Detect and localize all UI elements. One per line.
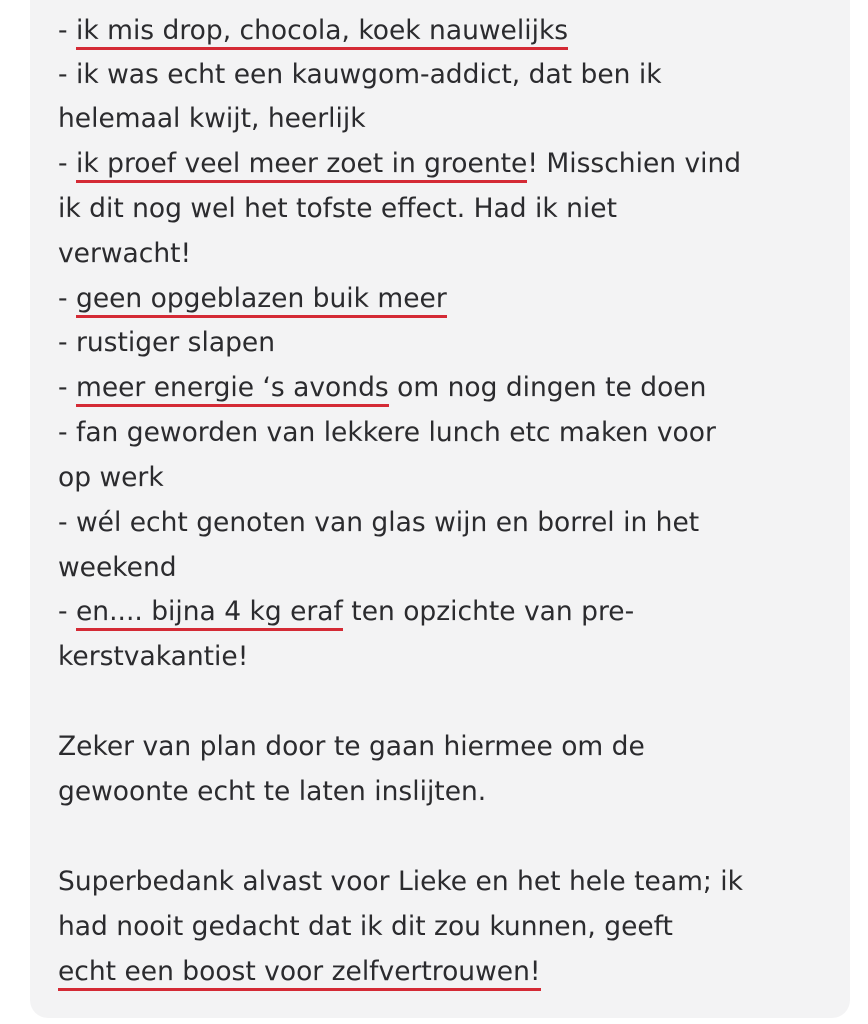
highlighted-text: meer energie ‘s avonds [76,372,389,407]
line-text: weekend [58,552,177,583]
message-line [58,905,673,949]
message-line [58,635,248,679]
line-text: - [58,372,76,403]
message-line [58,97,366,141]
line-text: - wél echt genoten van glas wijn en borrel in het [58,507,700,538]
message-line [58,860,743,904]
line-text: ten opzichte van pre- [342,596,635,627]
highlighted-text: geen opgeblazen buik meer [76,283,447,318]
line-text: om nog dingen te doen [388,372,707,403]
line-text: - rustiger slapen [58,327,276,358]
line-text: gewoonte echt te laten inslijten. [58,776,487,807]
line-text: - ik was echt een kauwgom-addict, dat ben ik [58,59,662,90]
line-text: kerstvakantie! [58,641,249,672]
line-text: verwacht! [58,238,192,269]
line-text: helemaal kwijt, heerlijk [58,103,366,134]
line-text: - [58,283,76,314]
line-text: ik dit nog wel het tofste effect. Had ik niet [58,193,617,224]
line-text: op werk [58,462,164,493]
message-line [58,501,699,545]
highlighted-text: ik mis drop, chocola, koek nauwelijks [76,15,568,50]
message-line [58,277,447,321]
message-line [58,9,568,53]
message-line [58,142,741,186]
message-line [58,53,662,97]
line-text: - [58,596,76,627]
message-line [58,232,191,276]
line-text: - fan geworden van lekkere lunch etc maken voor [58,417,716,448]
message-line [58,725,645,769]
line-text: had nooit gedacht dat ik dit zou kunnen, geeft [58,911,673,942]
message-line [58,321,275,365]
highlighted-text: echt een boost voor zelfvertrouwen! [58,956,541,991]
line-text: - [58,148,76,179]
message-line [58,770,486,814]
message-line [58,590,634,634]
line-text: - [58,15,76,46]
message-line [58,456,164,500]
message-line [58,546,177,590]
line-text: ! Misschien vind [527,148,742,179]
message-line [58,411,716,455]
message-line [58,950,541,994]
highlighted-text: ik proef veel meer zoet in groente [76,148,527,183]
message-line [58,366,706,410]
highlighted-text: en.... bijna 4 kg eraf [76,596,343,631]
line-text: Superbedank alvast voor Lieke en het hele team; ik [58,866,743,897]
line-text: Zeker van plan door te gaan hiermee om de [58,731,645,762]
message-line [58,187,617,231]
